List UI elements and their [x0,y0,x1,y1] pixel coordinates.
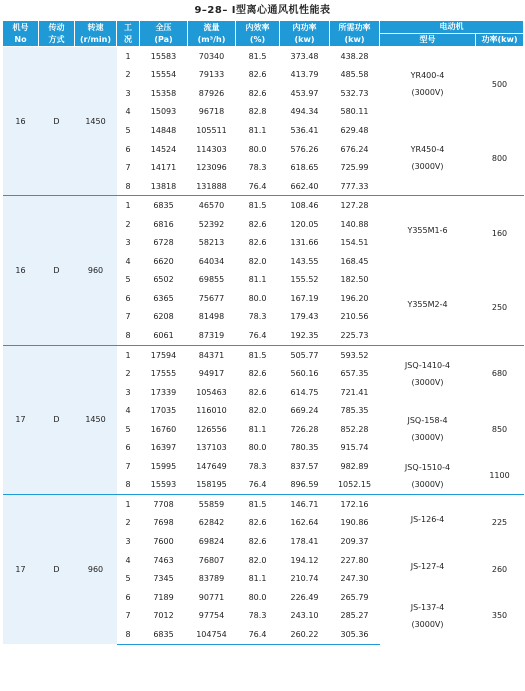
required-power-cell: 209.37 [340,536,369,546]
motor-model: Y355M2-4 [407,300,448,310]
motor-model-cell [380,401,476,457]
efficiency-cell: 78.3 [248,611,267,621]
pressure-cell: 14524 [150,144,177,154]
condition-cell: 6 [125,443,131,453]
motor-model-cell [380,121,476,196]
motor-model: JS-126-4 [410,515,445,525]
group-drive: D [39,47,75,196]
required-power-cell: 982.89 [340,461,369,471]
flow-cell: 52392 [198,219,225,229]
required-power-cell: 140.88 [340,219,369,229]
required-power-cell: 593.52 [330,345,380,364]
efficiency-cell: 82.8 [248,107,267,117]
table-row [3,345,524,364]
efficiency-cell: 81.5 [236,196,280,215]
flow-cell: 83789 [198,574,225,584]
condition-cell: 7 [125,163,131,173]
internal-power-cell: 194.12 [290,555,319,565]
required-power-cell: 172.16 [330,495,380,514]
condition-cell: 1 [117,196,140,215]
flow-cell: 87319 [198,330,225,340]
efficiency-cell: 82.0 [248,406,267,416]
group-no: 16 [3,196,39,345]
condition-cell: 8 [117,625,140,644]
internal-power-cell: 413.79 [290,70,319,80]
flow-cell: 105463 [196,387,227,397]
group-speed: 960 [75,495,117,644]
header-neigonglv: 内功率 (kw) [280,21,330,47]
table-row [3,47,524,66]
condition-cell: 1 [117,495,140,514]
pressure-cell: 7463 [153,555,174,565]
pressure-cell: 6365 [153,293,174,303]
internal-power-cell: 162.64 [290,518,319,528]
table-body [3,47,524,645]
internal-power-cell: 210.74 [290,574,319,584]
motor-model: YR400-4 [410,71,445,81]
header-motor: 电动机 [380,21,524,34]
condition-cell: 2 [125,369,131,379]
required-power-cell: 676.24 [340,144,369,154]
required-power-cell: 852.28 [340,424,369,434]
efficiency-cell: 76.4 [248,480,267,490]
efficiency-cell: 76.4 [248,330,267,340]
pressure-cell: 15995 [150,461,177,471]
efficiency-cell: 82.6 [248,70,267,80]
pressure-cell: 7708 [140,495,188,514]
internal-power-cell: 155.52 [290,275,319,285]
required-power-cell: 127.28 [330,196,380,215]
header-jihao: 机号 No [3,21,39,47]
condition-cell: 4 [125,555,131,565]
table-title: 9–28– Ⅰ型离心通风机性能表 [194,5,331,16]
flow-cell: 104754 [188,625,236,644]
motor-model-cell [380,345,476,401]
group-speed: 1450 [75,345,117,494]
flow-cell: 62842 [198,518,225,528]
motor-power-cell: 225 [476,495,524,551]
efficiency-cell: 80.0 [248,293,267,303]
header-gongkuang: 工 况 [117,21,140,47]
pressure-cell: 17035 [150,406,177,416]
required-power-cell: 168.45 [340,256,369,266]
condition-cell: 1 [117,345,140,364]
internal-power-cell: 505.77 [280,345,330,364]
motor-model-cell [380,47,476,122]
motor-power-cell: 160 [476,196,524,271]
pressure-cell: 14171 [150,163,177,173]
pressure-cell: 6835 [140,625,188,644]
required-power-cell: 785.35 [340,406,369,416]
motor-power-cell: 1100 [476,457,524,495]
internal-power-cell: 146.71 [280,495,330,514]
required-power-cell: 285.27 [340,611,369,621]
required-power-cell: 532.73 [340,88,369,98]
pressure-cell: 14848 [150,125,177,135]
flow-cell: 97754 [198,611,225,621]
pressure-cell: 13818 [150,181,177,191]
required-power-cell: 721.41 [340,387,369,397]
required-power-cell: 190.86 [340,518,369,528]
required-power-cell: 629.48 [340,125,369,135]
efficiency-cell: 76.4 [236,625,280,644]
internal-power-cell: 837.57 [290,461,319,471]
pressure-cell: 15554 [150,70,177,80]
condition-cell: 7 [125,461,131,471]
condition-cell: 3 [125,88,131,98]
pressure-cell: 6620 [153,256,174,266]
group-speed: 960 [75,196,117,345]
motor-power-cell: 350 [476,588,524,644]
pressure-cell: 7012 [153,611,174,621]
motor-voltage: (3000V) [411,88,444,98]
flow-cell: 76807 [198,555,225,565]
group-speed: 1450 [75,47,117,196]
condition-cell: 8 [125,330,131,340]
condition-cell: 8 [125,480,131,490]
internal-power-cell: 560.16 [290,369,319,379]
motor-power-cell: 800 [476,121,524,196]
condition-cell: 8 [125,181,131,191]
performance-table [2,20,524,645]
internal-power-cell: 453.97 [290,88,319,98]
condition-cell: 5 [125,125,131,135]
efficiency-cell: 82.6 [248,536,267,546]
flow-cell: 46570 [188,196,236,215]
condition-cell: 6 [125,144,131,154]
pressure-cell: 16397 [150,443,177,453]
required-power-cell: 247.30 [340,574,369,584]
pressure-cell: 6502 [153,275,174,285]
motor-model: JSQ-1410-4 [404,360,451,370]
internal-power-cell: 662.40 [290,181,319,191]
header-chuandong: 传动 方式 [39,21,75,47]
motor-model: YR450-4 [410,145,445,155]
header-zhuansu: 转速 (r/min) [75,21,117,47]
pressure-cell: 6208 [153,312,174,322]
flow-cell: 81498 [198,312,225,322]
internal-power-cell: 192.35 [290,330,319,340]
efficiency-cell: 82.6 [248,219,267,229]
efficiency-cell: 80.0 [248,144,267,154]
condition-cell: 7 [125,312,131,322]
pressure-cell: 15583 [140,47,188,66]
internal-power-cell: 167.19 [290,293,319,303]
required-power-cell: 154.51 [340,238,369,248]
condition-cell: 3 [125,536,131,546]
required-power-cell: 1052.15 [337,480,372,490]
flow-cell: 90771 [198,592,225,602]
motor-model-cell [380,551,476,588]
flow-cell: 126556 [196,424,227,434]
flow-cell: 158195 [196,480,227,490]
condition-cell: 4 [125,256,131,266]
internal-power-cell: 726.28 [290,424,319,434]
internal-power-cell: 108.46 [280,196,330,215]
motor-power-cell: 260 [476,551,524,588]
pressure-cell: 17594 [140,345,188,364]
flow-cell: 58213 [198,238,225,248]
required-power-cell: 225.73 [340,330,369,340]
internal-power-cell: 618.65 [290,163,319,173]
flow-cell: 94917 [198,369,225,379]
motor-power-cell: 500 [476,47,524,122]
internal-power-cell: 120.05 [290,219,319,229]
flow-cell: 116010 [196,406,227,416]
required-power-cell: 265.79 [340,592,369,602]
efficiency-cell: 82.0 [248,555,267,565]
required-power-cell: 580.11 [340,107,369,117]
efficiency-cell: 82.6 [248,387,267,397]
motor-model: Y355M1-6 [407,225,448,235]
efficiency-cell: 81.5 [236,47,280,66]
pressure-cell: 7600 [153,536,174,546]
motor-voltage: (3000V) [411,377,444,387]
required-power-cell: 305.36 [330,625,380,644]
internal-power-cell: 179.43 [290,312,319,322]
flow-cell: 64034 [198,256,225,266]
flow-cell: 96718 [198,107,225,117]
flow-cell: 84371 [188,345,236,364]
efficiency-cell: 82.6 [248,88,267,98]
motor-voltage: (3000V) [411,162,444,172]
efficiency-cell: 78.3 [248,312,267,322]
pressure-cell: 16760 [150,424,177,434]
table-header [3,21,524,47]
internal-power-cell: 576.26 [290,144,319,154]
internal-power-cell: 536.41 [290,125,319,135]
efficiency-cell: 82.6 [248,518,267,528]
condition-cell: 5 [125,424,131,434]
efficiency-cell: 81.5 [236,345,280,364]
header-suoxu: 所需功率 (kw) [330,21,380,47]
efficiency-cell: 82.6 [248,238,267,248]
table-row [3,196,524,215]
condition-cell: 3 [125,387,131,397]
internal-power-cell: 143.55 [290,256,319,266]
condition-cell: 5 [125,574,131,584]
flow-cell: 131888 [196,181,227,191]
flow-cell: 79133 [198,70,225,80]
motor-model-cell [380,588,476,644]
pressure-cell: 7189 [153,592,174,602]
motor-voltage: (3000V) [411,433,444,443]
internal-power-cell: 614.75 [290,387,319,397]
header-xiaolv: 内效率 (%) [236,21,280,47]
motor-model: JS-137-4 [410,602,445,612]
motor-power-cell: 250 [476,271,524,346]
motor-voltage: (3000V) [411,619,444,629]
group-no: 17 [3,345,39,494]
flow-cell: 87926 [198,88,225,98]
efficiency-cell: 80.0 [248,592,267,602]
internal-power-cell: 780.35 [290,443,319,453]
motor-power-cell: 680 [476,345,524,401]
table-row [3,495,524,514]
flow-cell: 69855 [198,275,225,285]
efficiency-cell: 76.4 [248,181,267,191]
required-power-cell: 210.56 [340,312,369,322]
flow-cell: 75677 [198,293,225,303]
condition-cell: 1 [117,47,140,66]
internal-power-cell: 243.10 [290,611,319,621]
efficiency-cell: 81.5 [236,495,280,514]
flow-cell: 147649 [196,461,227,471]
flow-cell: 114303 [196,144,227,154]
required-power-cell: 485.58 [340,70,369,80]
efficiency-cell: 81.1 [248,275,267,285]
internal-power-cell: 896.59 [290,480,319,490]
internal-power-cell: 226.49 [290,592,319,602]
pressure-cell: 17555 [150,369,177,379]
group-drive: D [39,495,75,644]
internal-power-cell: 260.22 [280,625,330,644]
condition-cell: 2 [125,518,131,528]
condition-cell: 2 [125,70,131,80]
efficiency-cell: 81.1 [248,125,267,135]
condition-cell: 7 [125,611,131,621]
required-power-cell: 777.33 [340,181,369,191]
condition-cell: 4 [125,406,131,416]
motor-model-cell [380,196,476,271]
required-power-cell: 438.28 [330,47,380,66]
internal-power-cell: 494.34 [290,107,319,117]
flow-cell: 70340 [188,47,236,66]
flow-cell: 69824 [198,536,225,546]
flow-cell: 123096 [196,163,227,173]
motor-voltage: (3000V) [411,479,444,489]
motor-model: JS-127-4 [410,561,445,571]
motor-model: JSQ-1510-4 [404,462,451,472]
pressure-cell: 15358 [150,88,177,98]
pressure-cell: 7345 [153,574,174,584]
flow-cell: 105511 [196,125,227,135]
condition-cell: 5 [125,275,131,285]
group-drive: D [39,196,75,345]
efficiency-cell: 81.1 [248,574,267,584]
flow-cell: 137103 [196,443,227,453]
motor-power-cell: 850 [476,401,524,457]
pressure-cell: 6061 [153,330,174,340]
pressure-cell: 15593 [150,480,177,490]
required-power-cell: 196.20 [340,293,369,303]
header-motor-model: 型号 [380,34,476,47]
pressure-cell: 6835 [140,196,188,215]
motor-model-cell [380,271,476,346]
pressure-cell: 7698 [153,518,174,528]
pressure-cell: 15093 [150,107,177,117]
required-power-cell: 915.74 [340,443,369,453]
internal-power-cell: 131.66 [290,238,319,248]
group-no: 16 [3,47,39,196]
pressure-cell: 17339 [150,387,177,397]
internal-power-cell: 178.41 [290,536,319,546]
pressure-cell: 6816 [153,219,174,229]
group-drive: D [39,345,75,494]
motor-model-cell [380,495,476,551]
condition-cell: 2 [125,219,131,229]
required-power-cell: 227.80 [340,555,369,565]
internal-power-cell: 669.24 [290,406,319,416]
condition-cell: 6 [125,293,131,303]
internal-power-cell: 373.48 [280,47,330,66]
efficiency-cell: 82.0 [248,256,267,266]
header-motor-power: 功率(kw) [476,34,524,47]
pressure-cell: 6728 [153,238,174,248]
condition-cell: 4 [125,107,131,117]
flow-cell: 55859 [188,495,236,514]
required-power-cell: 182.50 [340,275,369,285]
required-power-cell: 657.35 [340,369,369,379]
header-liuliang: 流量 (m³/h) [188,21,236,47]
efficiency-cell: 81.1 [248,424,267,434]
group-no: 17 [3,495,39,644]
efficiency-cell: 78.3 [248,163,267,173]
condition-cell: 6 [125,592,131,602]
efficiency-cell: 78.3 [248,461,267,471]
motor-model: JSQ-158-4 [407,416,448,426]
required-power-cell: 725.99 [340,163,369,173]
efficiency-cell: 80.0 [248,443,267,453]
header-quanya: 全压 (Pa) [140,21,188,47]
condition-cell: 3 [125,238,131,248]
efficiency-cell: 82.6 [248,369,267,379]
motor-model-cell [380,457,476,495]
